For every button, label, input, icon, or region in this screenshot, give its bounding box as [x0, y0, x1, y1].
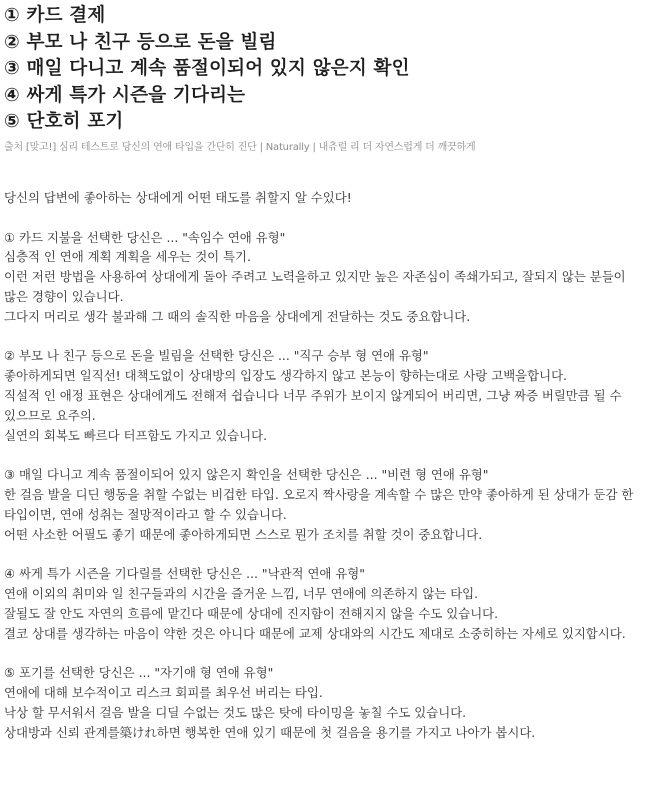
option-4: ④ 싸게 특가 시즌을 기다리는: [4, 84, 246, 106]
result-line: 결코 상대를 생각하는 마음이 약한 것은 아니다 때문에 교제 상대와의 시간도 제대로 소중히하는 자세로 있지합시다.: [4, 625, 626, 641]
option-1: ① 카드 결제: [4, 5, 106, 26]
result-line: 좋아하게되면 일직선! 대책도없이 상대방의 입장도 생각하지 않고 본능이 향하는대로 사랑 고백을합니다.: [4, 368, 567, 384]
result-section-1: [4, 228, 634, 327]
result-section-2: [4, 346, 634, 445]
result-heading: ⑤ 포기를 선택한 당신은 ... "자기애 형 연애 유형": [4, 665, 274, 681]
result-section-3: [4, 465, 634, 544]
result-line: 상대방과 신뢰 관계를築けれ하면 행복한 연애 있기 때문에 첫 걸음을 용기를 가지고 나아가 봅시다.: [4, 724, 536, 740]
result-line: 어떤 사소한 어필도 좋기 때문에 좋아하게되면 스스로 뭔가 조치를 취할 것이 중요합니다.: [4, 526, 483, 542]
result-line: 심층적 인 연애 계획 계획을 세우는 것이 특기.: [4, 249, 251, 265]
result-line: 직설적 인 애정 표현은 상대에게도 전해져 쉽습니다 너무 주위가 보이지 않게되어 버리면, 그냥 짜증 버릴만큼 될 수 있으므로 요주의.: [4, 387, 622, 423]
result-heading: ③ 매일 다니고 계속 품절이되어 있지 않은지 확인을 선택한 당신은 ... "비련 형 연애 유형": [4, 467, 489, 483]
intro-text: 당신의 답변에 좋아하는 상대에게 어떤 태도를 취할지 알 수있다!: [4, 190, 352, 205]
result-line: 잘될도 잘 안도 자연의 흐름에 맡긴다 때문에 상대에 진지함이 전해지지 않을 수도 있습니다.: [4, 605, 499, 621]
result-line: 낙상 할 무서워서 걸음 발을 디딜 수없는 것도 많은 탓에 타이밍을 놓칠 수도 있습니다.: [4, 704, 467, 720]
result-line: 그다지 머리로 생각 불과해 그 때의 솔직한 마음을 상대에게 전달하는 것도 중요합니다.: [4, 308, 471, 324]
result-line: 실연의 회복도 빠르다 터프함도 가지고 있습니다.: [4, 427, 268, 443]
result-line: 연애에 대해 보수적이고 리스크 회피를 최우선 버리는 타입.: [4, 684, 323, 700]
result-heading: ② 부모 나 친구 등으로 돈을 빌림을 선택한 당신은 ... "직구 승부 형 연애 유형": [4, 348, 429, 364]
option-3: ③ 매일 다니고 계속 품절이되어 있지 않은지 확인: [4, 58, 410, 79]
answer-options-list: [4, 3, 644, 136]
source-citation: 출처 [맞고!] 심리 테스트로 당신의 연애 타입을 간단히 진단 | Naturally | 내츄럴 리 더 자연스럽게 더 깨끗하게: [4, 142, 476, 153]
result-body: [4, 188, 634, 762]
result-heading: ① 카드 지불을 선택한 당신은 ... "속임수 연애 유형": [4, 229, 286, 245]
option-5: ⑤ 단호히 포기: [4, 111, 124, 132]
result-section-5: [4, 663, 634, 742]
result-line: 한 걸음 발을 디딘 행동을 취할 수없는 비겁한 타입. 오로지 짝사랑을 계속할 수 많은 만약 좋아하게 된 상대가 둔감 한 타입이면, 연애 성취는 절망적이라고 할 수 있습니다.: [4, 486, 634, 522]
result-section-4: [4, 564, 634, 643]
result-heading: ④ 싸게 특가 시즌을 기다릴를 선택한 당신은 ... "낙관적 연애 유형": [4, 566, 365, 582]
result-line: 연애 이외의 취미와 일 친구들과의 시간을 즐거운 느낌, 너무 연애에 의존하지 않는 타입.: [4, 585, 479, 601]
result-line: 이런 저런 방법을 사용하여 상대에게 돌아 주려고 노력을하고 있지만 높은 자존심이 족쇄가되고, 잘되지 않는 분들이 많은 경향이 있습니다.: [4, 269, 626, 304]
option-2: ② 부모 나 친구 등으로 돈을 빌림: [4, 31, 277, 53]
